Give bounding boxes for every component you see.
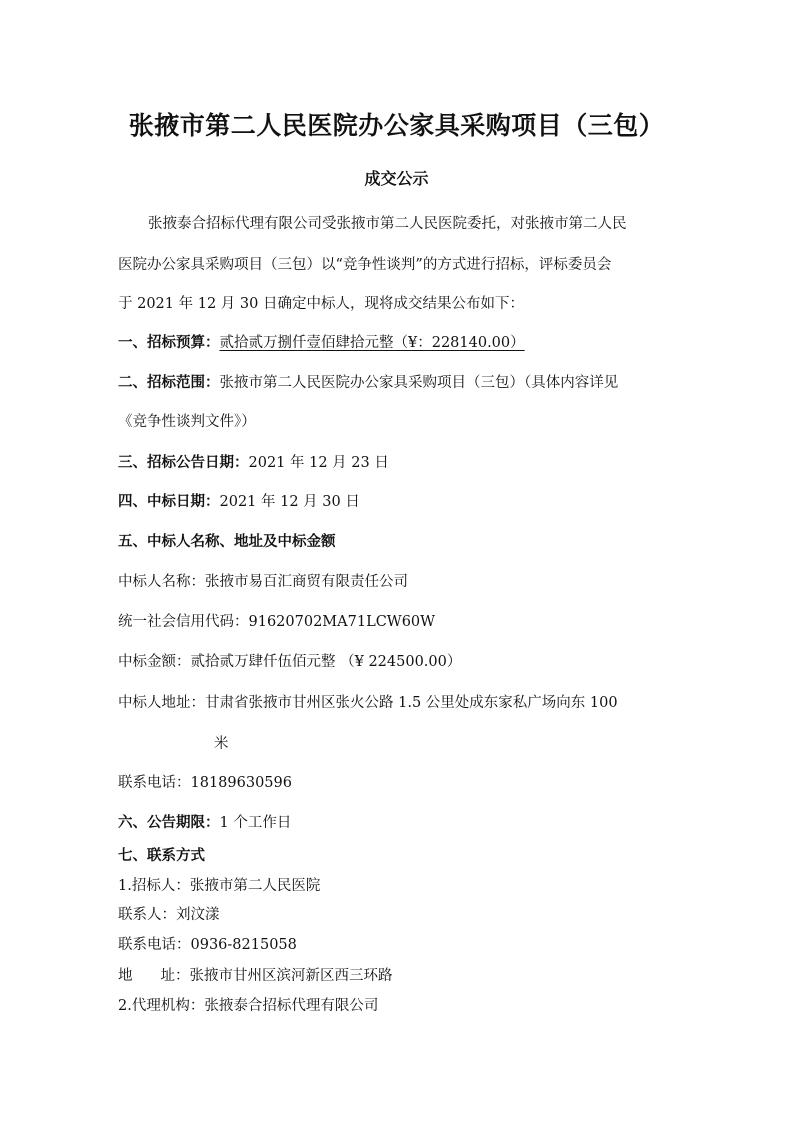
winner-name: 中标人名称：张掖市易百汇商贸有限责任公司 <box>118 574 408 590</box>
contact-address-label-b: 址：张掖市甘州区滨河新区西三环路 <box>160 968 393 984</box>
scope-value-continued: 《竞争性谈判文件》） <box>118 414 256 430</box>
award-date-label: 四、中标日期： <box>118 494 220 510</box>
winner-amount: 中标金额：贰拾贰万肆仟伍佰元整 （¥ 224500.00） <box>118 654 462 670</box>
award-date-value: 2021 年 12 月 30 日 <box>219 494 360 510</box>
intro-line-3: 于 2021 年 12 月 30 日确定中标人，现将成交结果公布如下： <box>118 296 524 312</box>
winner-phone: 联系电话：18189630596 <box>118 775 292 791</box>
contact-tenderer: 1.招标人：张掖市第二人民医院 <box>118 878 321 894</box>
scope-value: 张掖市第二人民医院办公家具采购项目（三包）（具体内容详见 <box>219 375 619 391</box>
period-label: 六、公告期限： <box>118 815 220 831</box>
announce-date-label: 三、招标公告日期： <box>118 455 249 471</box>
period-row <box>118 813 291 833</box>
budget-value: 贰拾贰万捌仟壹佰肆拾元整（¥：228140.00） <box>219 335 525 351</box>
contact-phone: 联系电话：0936-8215058 <box>118 937 297 953</box>
winner-address-continued: 米 <box>214 736 229 752</box>
intro-line-1: 张掖泰合招标代理有限公司受张掖市第二人民医院委托，对张掖市第二人民 <box>148 216 627 232</box>
scope-label: 二、招标范围： <box>118 375 220 391</box>
winner-credit-code: 统一社会信用代码：91620702MA71LCW60W <box>118 614 436 630</box>
award-date-row <box>118 492 360 512</box>
contact-address-label-a: 地 <box>118 968 133 984</box>
contact-person: 联系人：刘汶漾 <box>118 907 220 923</box>
contact-heading: 七、联系方式 <box>118 848 205 864</box>
period-value: 1 个工作日 <box>219 815 292 831</box>
budget-row <box>118 333 525 353</box>
scope-row <box>118 373 618 393</box>
budget-label: 一、招标预算： <box>118 335 220 351</box>
announce-date-row <box>118 453 389 473</box>
document-title: 张掖市第二人民医院办公家具采购项目（三包） <box>128 111 665 140</box>
announce-date-value: 2021 年 12 月 23 日 <box>248 455 389 471</box>
contact-agency: 2.代理机构：张掖泰合招标代理有限公司 <box>118 998 379 1014</box>
contact-address <box>118 966 393 986</box>
winner-heading: 五、中标人名称、地址及中标金额 <box>118 534 336 550</box>
winner-address: 中标人地址：甘肃省张掖市甘州区张火公路 1.5 公里处成东家私广场向东 100 <box>118 695 618 711</box>
intro-line-2: 医院办公家具采购项目（三包）以“竞争性谈判”的方式进行招标，评标委员会 <box>118 257 612 273</box>
document-subtitle: 成交公示 <box>364 169 429 188</box>
